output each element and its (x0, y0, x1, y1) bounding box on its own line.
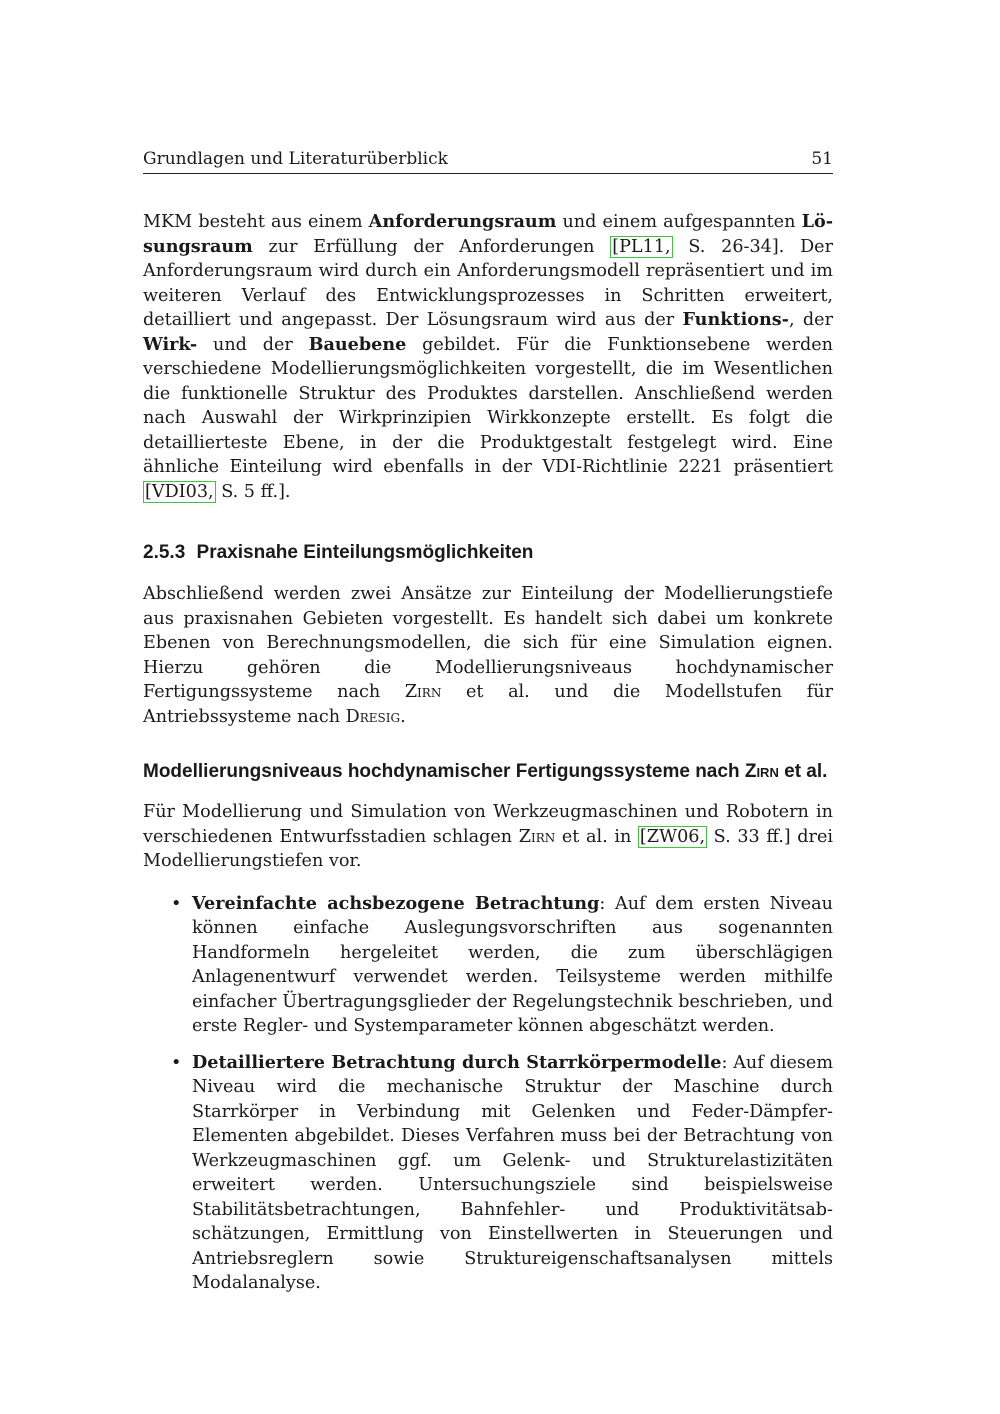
section-heading (143, 542, 833, 564)
list-item (143, 892, 833, 1039)
citation-link-vdi03[interactable]: [VDI03, (145, 481, 214, 502)
citation-link-pl11[interactable]: [PL11, (612, 236, 671, 257)
page-number: 51 (811, 149, 833, 169)
list-item-term: Detailliertere Betrachtung durch Starrkörpermodelle (192, 1051, 722, 1073)
paragraph-praxisnah: Abschließend werden zwei Ansätze zur Einteilung der Modellierungstiefe aus praxisnahen Gebieten vorgestellt. Es handelt sich dabei um konkrete Ebenen von Berechnungsmodellen, die sich für eine Simulation eignen. Hierzu gehören die Modellierungsniveaus hochdynamischer Fertigungssysteme nach Zirn et al. und die Modellstufen für Antriebssysteme nach Dresig. (143, 584, 833, 727)
page-header (143, 147, 833, 174)
paragraph-mkm: MKM besteht aus einem Anforderungsraum und einem aufgespannten Lösungsraum zur Erfüllung der Anforderungen [PL11, S. 26-34]. Der Anforderungsraum wird durch ein Anforderungsmodell repräsentiert und im weiteren Verlauf des Entwicklungsprozesses in Schritten erweitert, detailliert und angepasst. Der Lösungsraum wird aus der Funktions-, der Wirk- und der Bauebene gebildet. Für die Funktionsebene werden verschiedene Modellierungsmöglichkeiten vorgestellt, die im Wesentlichen die funktionelle Struktur des Produktes darstellen. Anschließend werden nach Auswahl der Wirkprinzipien Wirkkonzepte erstellt. Es folgt die detaillierteste Ebene, in der die Produktgestalt festgelegt wird. Eine ähnliche Einteilung wird ebenfalls in der VDI-Richtlinie 2221 präsentiert [VDI03, S. 5 ff.]. (143, 211, 833, 502)
list-item-term: Vereinfachte achsbezogene Betrachtung (192, 892, 600, 914)
running-title: Grundlagen und Literaturüberblick (143, 149, 448, 169)
page-body (143, 210, 833, 1308)
list-item (143, 1051, 833, 1296)
list-item-text: : Auf dem ersten Niveau können einfache Auslegungsvorschriften aus sogenannten Handformeln hergeleitet werden, die zum überschlägigen Anlagenentwurf verwendet werden. Teilsysteme werden mithilfe einfacher Übertragungsglieder der Regelungstechnik beschrieben, und erste Regler- und Systemparameter können abgeschätzt werden. (192, 893, 833, 1036)
bullet-icon: • (171, 1052, 182, 1073)
paragraph-zirn: Für Modellierung und Simulation von Werkzeugmaschinen und Robotern in verschiedenen Entwurfsstadien schlagen Zirn et al. in [ZW06, S. 33 ff.] drei Modellierungstiefen vor. (143, 802, 833, 871)
modelling-levels-list (143, 892, 833, 1296)
list-item-text: : Auf diesem Niveau wird die mechanische Struktur der Maschine durch Starrkörper in Verbindung mit Gelenken und Feder-Dämpfer-Elementen abgebildet. Dieses Verfahren muss bei der Betrachtung von Werkzeugmaschinen ggf. um Gelenk- und Strukturelastizitäten erweitert werden. Untersuchungsziele sind beispielsweise Stabilitätsbetrachtungen, Bahnfehler- und Produktivitätsabschätzungen, Ermittlung von Einstellwerten in Steuerungen und Antriebsreglern sowie Struktureigenschaftsanalysen mittels Modalanalyse. (192, 1052, 833, 1293)
bullet-icon: • (171, 893, 182, 914)
section-number: 2.5.3 (143, 542, 186, 563)
section-title: Praxisnahe Einteilungsmöglichkeiten (196, 542, 534, 563)
subsection-heading: Modellierungsniveaus hochdynamischer Fertigungssysteme nach Zirn et al. (143, 761, 828, 782)
citation-link-zw06[interactable]: [ZW06, (639, 826, 706, 847)
